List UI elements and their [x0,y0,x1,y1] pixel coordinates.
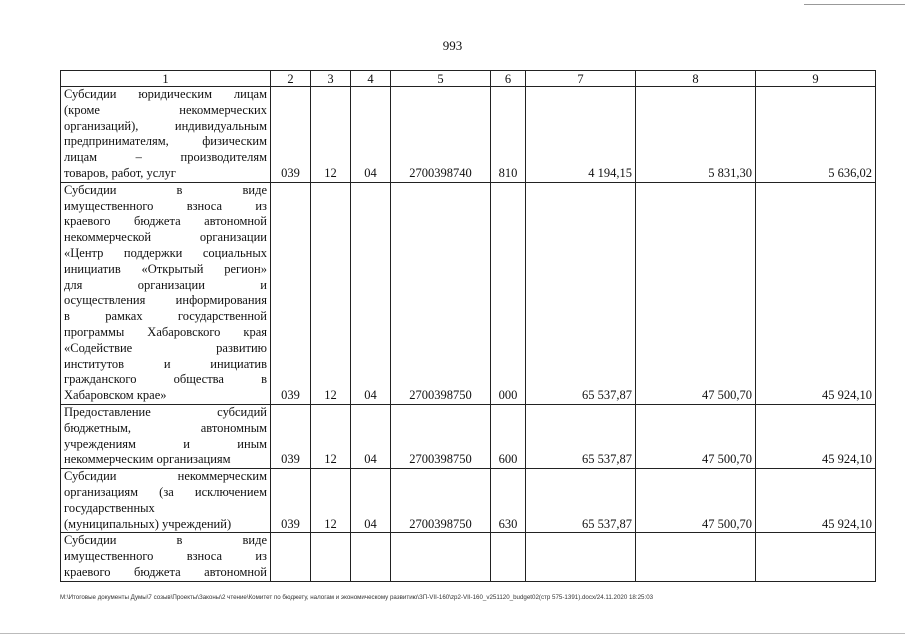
amount-col7-cell: 4 194,15 [526,87,636,183]
header-row [61,71,876,87]
amount-col9-cell: 45 924,10 [756,404,876,468]
header-cell: 2 [271,71,311,87]
description-line: Хабаровском крае» [64,388,167,403]
amount-col8-cell: 47 500,70 [636,469,756,533]
description-line: некоммерческой организации [64,230,267,245]
amount-col7-cell: 65 537,87 [526,182,636,404]
section-code-cell [311,533,351,581]
amount-col8-cell: 47 500,70 [636,182,756,404]
expense-type-cell: 630 [491,469,526,533]
description-line: товаров, работ, услуг [64,165,176,180]
expense-type-cell: 810 [491,87,526,183]
description-line: лицам – производителям [64,150,267,165]
table-row [61,182,876,404]
subsection-code-cell: 04 [351,404,391,468]
description-line: государственных [64,500,155,515]
admin-code-cell: 039 [271,182,311,404]
header-cell: 6 [491,71,526,87]
description-line: в рамках государственной [64,309,267,324]
description-cell [61,533,271,581]
description-line: Субсидии некоммерческим [64,469,267,484]
subsection-code-cell [351,533,391,581]
admin-code-cell: 039 [271,87,311,183]
description-line: Субсидии в виде [64,182,267,197]
header-cell: 9 [756,71,876,87]
table-row [61,87,876,183]
description-cell [61,87,271,183]
description-line: имущественного взноса из [64,549,267,564]
description-line: гражданского общества в [64,372,267,387]
description-line: осуществления информирования [64,293,267,308]
admin-code-cell: 039 [271,404,311,468]
table-row [61,404,876,468]
amount-col9-cell [756,533,876,581]
expense-type-cell: 000 [491,182,526,404]
target-article-cell: 2700398740 [391,87,491,183]
budget-table [60,70,876,582]
description-line: организациям (за исключением [64,484,267,499]
header-cell: 8 [636,71,756,87]
target-article-cell: 2700398750 [391,469,491,533]
description-line: «Центр поддержки социальных [64,245,267,260]
description-line: бюджетным, автономным [64,420,267,435]
description-line: Субсидии юридическим лицам [64,87,267,101]
target-article-cell: 2700398750 [391,404,491,468]
document-path-footer: M:\Итоговые документы Думы\7 созыв\Проекты\Законы\2 чтение\Комитет по бюджету, налогам и экономическому развитию\ЗП-VII-160\zp2-VII-160_v251120_budget02(стр 575-1391).docx/24.11.2020 18:25:03 [60,594,654,601]
description-line: организаций), индивидуальным [64,118,267,133]
header-cell: 4 [351,71,391,87]
description-cell [61,469,271,533]
bottom-border-line [0,633,905,634]
header-cell: 5 [391,71,491,87]
description-line: (муниципальных) учреждений) [64,516,232,531]
section-code-cell: 12 [311,404,351,468]
description-line: (кроме некоммерческих [64,102,267,117]
expense-type-cell: 600 [491,404,526,468]
header-cell: 3 [311,71,351,87]
description-line: институтов и инициатив [64,356,267,371]
description-line: Предоставление субсидий [64,404,267,419]
target-article-cell: 2700398750 [391,182,491,404]
amount-col9-cell: 5 636,02 [756,87,876,183]
description-line: краевого бюджета автономной [64,564,267,579]
description-line: учреждениям и иным [64,436,267,451]
description-line: предпринимателям, физическим [64,134,267,149]
amount-col7-cell [526,533,636,581]
section-code-cell: 12 [311,469,351,533]
subsection-code-cell: 04 [351,469,391,533]
amount-col7-cell: 65 537,87 [526,404,636,468]
description-line: краевого бюджета автономной [64,214,267,229]
description-line: «Содействие развитию [64,340,267,355]
amount-col9-cell: 45 924,10 [756,469,876,533]
top-border-line [804,4,905,5]
admin-code-cell [271,533,311,581]
amount-col7-cell: 65 537,87 [526,469,636,533]
table-row [61,533,876,581]
header-cell: 7 [526,71,636,87]
description-line: для организации и [64,277,267,292]
description-line: имущественного взноса из [64,198,267,213]
amount-col9-cell: 45 924,10 [756,182,876,404]
subsection-code-cell: 04 [351,87,391,183]
description-line: Субсидии в виде [64,533,267,548]
subsection-code-cell: 04 [351,182,391,404]
description-line: программы Хабаровского края [64,324,267,339]
amount-col8-cell: 5 831,30 [636,87,756,183]
expense-type-cell [491,533,526,581]
header-cell: 1 [61,71,271,87]
admin-code-cell: 039 [271,469,311,533]
section-code-cell: 12 [311,87,351,183]
section-code-cell: 12 [311,182,351,404]
target-article-cell [391,533,491,581]
description-cell [61,404,271,468]
description-cell [61,182,271,404]
description-line: инициатив «Открытый регион» [64,261,267,276]
amount-col8-cell: 47 500,70 [636,404,756,468]
table-row [61,469,876,533]
description-line: некоммерческим организациям [64,452,231,467]
amount-col8-cell [636,533,756,581]
page-number: 993 [442,38,463,53]
